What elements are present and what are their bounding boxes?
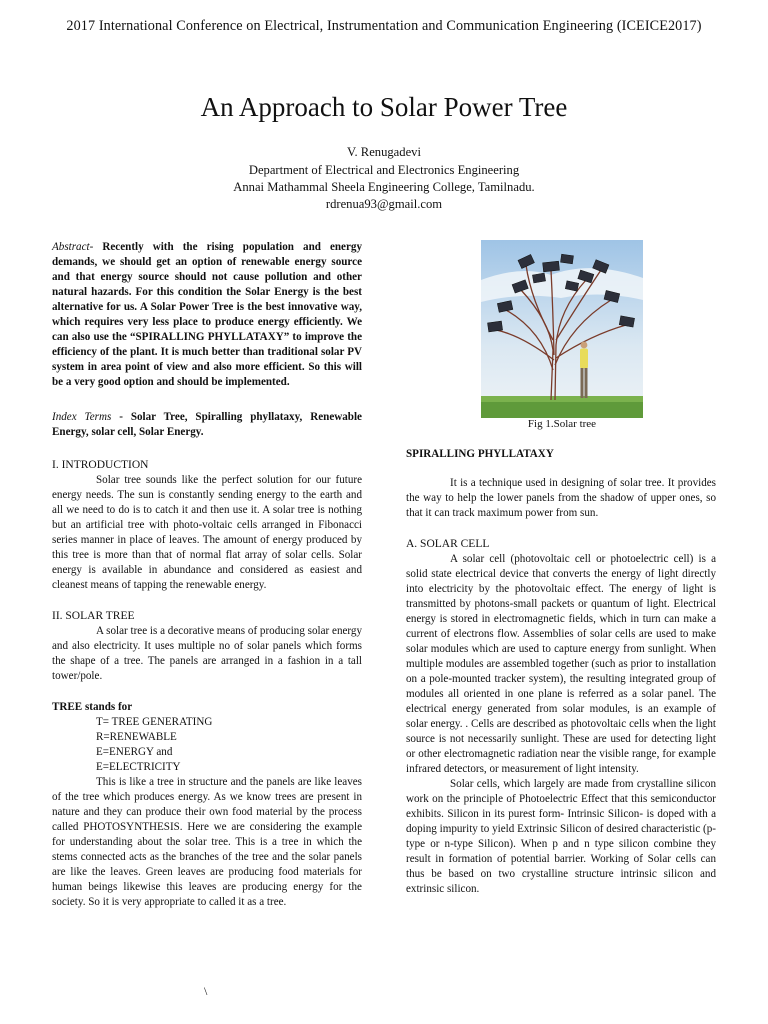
spiralling-text: It is a technique used in designing of solar tree. It provides the way to help the lower panels from the shadow of upper ones, so that it can track maximum power from sun. [406,477,716,519]
tree-stands-heading: TREE stands for [52,701,133,713]
author-name: V. Renugadevi [347,145,421,159]
author-email[interactable]: rdrenua93@gmail.com [325,197,443,211]
section-heading-introduction: I. INTRODUCTION [52,459,149,471]
tree-acronym-list [52,715,362,775]
index-terms-dash: - [111,411,131,423]
solar-cell-text-2: Solar cells, which largely are made from crystalline silicon work on the principle of Photoelectric Effect that this semiconductor exhibits. Silicon in its purest form- Intrinsic Silicon- is doped with a doping impurity to yield Extrinsic Silicon of desired characteristic (p-type or n-type Silicon). When p and n type silicon combine they result in formation of potential barrier. Working of Solar cells can thus be based on two crystalline structure intrinsic silicon and extrinsic silicon. [406,778,716,895]
author-department: Department of Electrical and Electronics Engineering [248,163,520,177]
solar-tree-figure [481,240,643,418]
list-item: R=RENEWABLE [96,731,177,743]
list-item: E=ELECTRICITY [96,761,181,773]
section-heading-solar-tree: II. SOLAR TREE [52,610,135,622]
paper-title: An Approach to Solar Power Tree [200,92,568,122]
left-column [52,240,362,910]
abstract-text: Recently with the rising population and energy demands, we should get an option of renewable energy source and that energy source should not cause pollution and other natural hazards. For this condition the Solar Energy is the best alternative for us. A Solar Power Tree is the best innovative way, which requires very less place to produce energy efficiently. We can also use the “SPIRALLING PHYLLATAXY” to improve the efficiency of the plant. It is much better than traditional solar PV system in area point of view and also more efficient. So this will be a very good option and should be implemented. [52,241,363,388]
solar-tree-text: A solar tree is a decorative means of producing solar energy and also electricity. It uses multiple no of solar panels which forms the shape of a tree. The panels are arranged in a fashion in a tall tower/pole. [52,625,362,682]
solar-tree-image [481,240,643,418]
section-heading-spiralling: SPIRALLING PHYLLATAXY [406,448,554,460]
right-column [406,447,716,897]
list-item: E=ENERGY and [96,746,173,758]
abstract-label: Abstract- [52,241,94,253]
introduction-text: Solar tree sounds like the perfect solution for our future energy needs. The sun is constantly sending energy to the earth and all we need to do is to catch it and then use it. A solar tree is nothing but an artificial tree with photo-voltaic cells arranged in Fibonacci series manner in place of leaves. The amount of energy produced by this tree is more than that of normal flat array of solar cells. Solar energy is available in abundance and considered as easiest and cleanest means of tapping the renewable energy. [52,474,362,591]
index-terms-label: Index Terms [52,411,112,423]
abstract [52,240,362,390]
section-heading-solar-cell: A. SOLAR CELL [406,538,490,550]
solar-cell-text-1: A solar cell (photovoltaic cell or photoelectric cell) is a solid state electrical device that converts the energy of light directly into electricity by the photovoltaic effect. The energy of light is transmitted by photons-small packets or quantum of light. Electrical energy is stored in electromagnetic fields, which in turn can make a current of electrons flow. Assemblies of solar cells are used to make solar modules which are used to capture energy from sunlight. When multiple modules are assembled together (such as prior to installation on a pole-mounted tracker system), the resulting integrated group of modules all oriented in one plane is referred as a solar panel. The electrical energy generated from solar modules, is an example of solar energy. . Cells are described as photovoltaic cells when the light source is not necessarily sunlight. These are used for detecting light or other electromagnetic radiation near the visible range, for example infrared detectors, or measurement of light intensity. [406,553,716,775]
tree-stands-text: This is like a tree in structure and the panels are like leaves of the tree which produces energy. As we know trees are present in nature and they can produce their own food material by the process called PHOTOSYNTHESIS. Here we are considering the example for understanding about the solar tree. This is a tree in which the stems connected acts as the branches of the tree and the solar panels are like the leaves. Green leaves are producing food materials for human beings likewise this leaves are producing energy for the society. So it is very appropriate to called it as a tree. [52,776,362,908]
index-terms-text: Solar Tree, Spiralling phyllataxy, Renewable Energy, solar cell, Solar Energy. [52,411,362,438]
figure-caption: Fig 1.Solar tree [527,418,597,430]
list-item: T= TREE GENERATING [96,716,213,728]
footer-mark: \ [204,984,208,998]
conference-header: 2017 International Conference on Electrical, Instrumentation and Communication Engineering (ICEICE2017) [66,18,702,34]
author-college: Annai Mathammal Sheela Engineering College, Tamilnadu. [233,180,535,194]
index-terms [52,410,362,440]
